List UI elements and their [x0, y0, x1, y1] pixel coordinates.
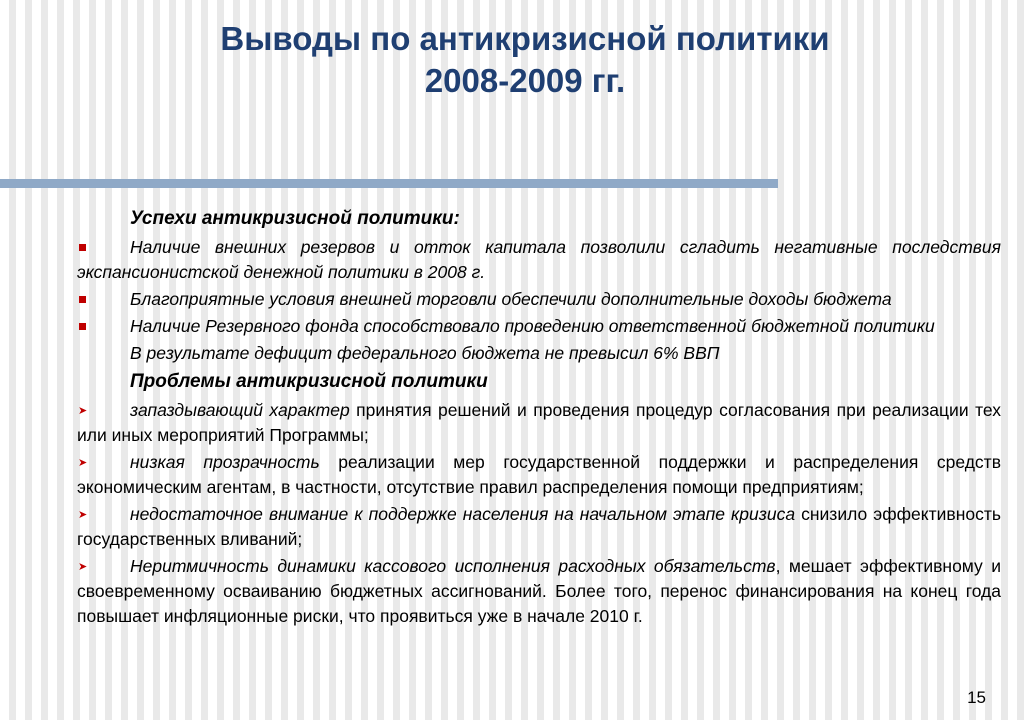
slide-title-line-1: Выводы по антикризисной политики [220, 20, 830, 57]
problems-heading: Проблемы антикризисной политики [130, 371, 488, 392]
problem-item [77, 502, 1001, 552]
problem-item-text: снизило эффективность государственных вливаний; [77, 504, 1001, 549]
successes-heading: Успехи антикризисной политики: [130, 208, 460, 229]
arrow-bullet-icon: ➤ [78, 561, 88, 573]
success-item-text: Благоприятные условия внешней торговли обеспечили дополнительные доходы бюджета [130, 289, 892, 309]
slide-title-line-2: 2008-2009 гг. [424, 62, 626, 99]
problem-item-text: реализации мер государственной поддержки и распределения средств экономическим агентам, в частности, отсутствие правил распределения помощи предприятиям; [77, 452, 1001, 497]
problem-item [77, 450, 1001, 500]
success-item-text: Наличие Резервного фонда способствовало проведению ответственной бюджетной политики [130, 316, 935, 336]
arrow-bullet-icon: ➤ [78, 405, 88, 417]
success-item [77, 314, 1001, 339]
success-item [77, 287, 1001, 312]
problem-item-text: , мешает эффективному и своевременному осваиванию бюджетных ассигнований. Более того, перенос финансирования на конец года повышает инфляционные риски, что проявиться уже в начале 2010 г. [77, 556, 1002, 626]
slide-title [150, 18, 900, 102]
arrow-bullet-icon: ➤ [78, 457, 88, 469]
success-item-text: Наличие внешних резервов и отток капитала позволили сгладить негативные последствия экспансионистской денежной политики в 2008 г. [77, 237, 1001, 282]
problem-item [77, 554, 1001, 629]
successes-conclusion: В результате дефицит федерального бюджета не превысил 6% ВВП [130, 343, 720, 363]
problem-item-emphasis: низкая прозрачность [130, 452, 320, 472]
title-divider [0, 179, 778, 188]
arrow-bullet-icon: ➤ [78, 509, 88, 521]
slide-body [77, 205, 1001, 631]
problem-item-emphasis: запаздывающий характер [130, 400, 350, 420]
problem-item-text: принятия решений и проведения процедур согласования при реализации тех или иных мероприятий Программы; [77, 400, 1001, 445]
success-item [77, 235, 1001, 285]
page-number: 15 [967, 688, 986, 707]
problem-item-emphasis: Неритмичность динамики кассового исполнения расходных обязательств [130, 556, 776, 576]
problem-item-emphasis: недостаточное внимание к поддержке населения на начальном этапе кризиса [130, 504, 796, 524]
problem-item [77, 398, 1001, 448]
